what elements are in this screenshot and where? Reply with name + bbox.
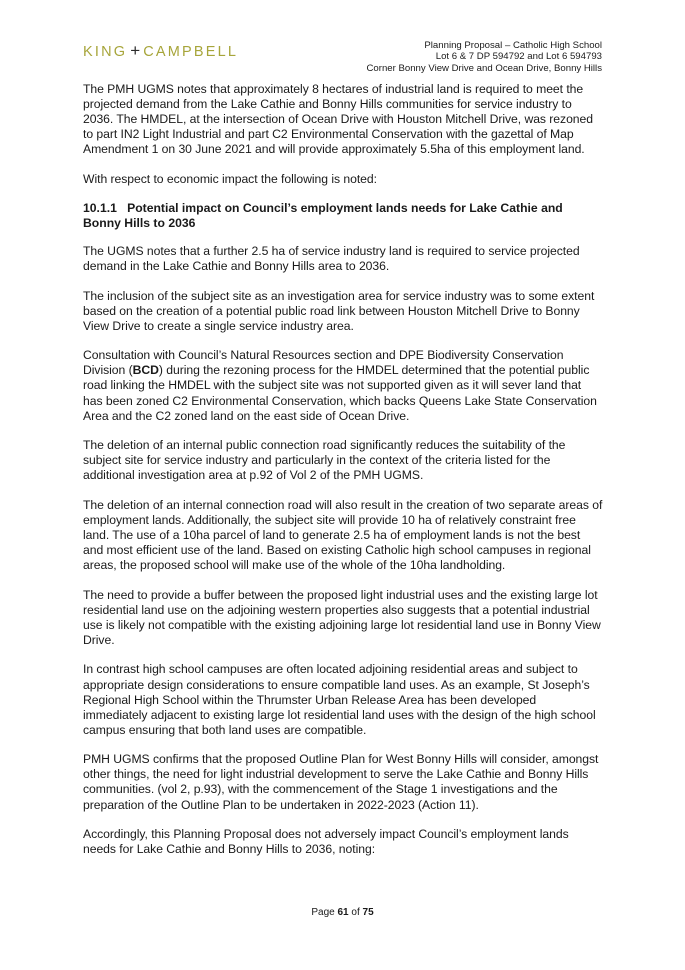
paragraph-5 <box>83 348 603 423</box>
footer-page-word: Page <box>311 907 335 918</box>
section-title: Potential impact on Council’s employment lands needs for Lake Cathie and Bonny Hills to 2036 <box>83 201 563 231</box>
paragraph-8: The need to provide a buffer between the proposed light industrial uses and the existing large lot residential land use on the adjoining western properties also suggests that a potential industrial use is likely not compatible with the existing adjoining large lot residential land use in Bonny View Drive. <box>83 587 601 647</box>
header-title-line: Planning Proposal – Catholic High School <box>424 40 602 51</box>
paragraph-2: With respect to economic impact the following is noted: <box>83 171 377 186</box>
section-heading <box>83 201 603 231</box>
logo-plus: + <box>130 41 141 60</box>
paragraph-11: Accordingly, this Planning Proposal does not adversely impact Council’s employment lands needs for Lake Cathie and Bonny Hills to 2036, noting: <box>83 827 569 857</box>
header-address-line: Corner Bonny View Drive and Ocean Drive, Bonny Hills <box>366 62 602 74</box>
paragraph-5-part-b: ) during the rezoning process for the HMDEL determined that the potential public road linking the HMDEL with the subject site was not supported given as it will sever land that has been zoned C2 Environmental Conservation, which backs Queens Lake State Conservation Area and the C2 zoned land on the east side of Ocean Drive. <box>83 363 597 423</box>
paragraph-4: The inclusion of the subject site as an investigation area for service industry was to some extent based on the creation of a potential public road link between Houston Mitchell Drive to Bonny View Drive to create a single service industry area. <box>83 288 595 333</box>
paragraph-10: PMH UGMS confirms that the proposed Outline Plan for West Bonny Hills will consider, amongst other things, the need for light industrial development to serve the Lake Cathie and Bonny Hills communities. (vol 2, p.93), with the commencement of the Stage 1 investigations and the preparation of the Outline Plan to be undertaken in 2022-2023 (Action 11). <box>83 752 599 812</box>
paragraph-7: The deletion of an internal connection road will also result in the creation of two separate areas of employment lands. Additionally, the subject site will provide 10 ha of relatively constraint free land. The use of a 10ha parcel of land to generate 2.5 ha of employment lands is not the best and most efficient use of the land. Based on existing Catholic high school campuses in regional areas, the proposed school will make use of the whole of the 10ha landholding. <box>83 497 603 573</box>
section-number: 10.1.1 <box>83 201 117 216</box>
paragraph-1: The PMH UGMS notes that approximately 8 hectares of industrial land is required to meet the projected demand from the Lake Cathie and Bonny Hills communities for service industry to 2036. The HMDEL, at the intersection of Ocean Drive with Houston Mitchell Drive, was rezoned to part IN2 Light Industrial and part C2 Environmental Conservation with the gazettal of Map Amendment 1 on 30 June 2021 and will provide approximately 5.5ha of this employment land. <box>83 82 593 157</box>
header-lot-line: Lot 6 & 7 DP 594792 and Lot 6 594793 <box>435 51 602 63</box>
paragraph-6: The deletion of an internal public connection road significantly reduces the suitability of the subject site for service industry and particularly in the context of the criteria listed for the additional investigation area at p.92 of Vol 2 of the PMH UGMS. <box>83 438 566 483</box>
footer-of-word: of <box>351 907 360 918</box>
page-body <box>83 82 603 872</box>
logo-word-campbell: CAMPBELL <box>143 44 239 60</box>
company-logo <box>83 41 238 61</box>
paragraph-5-part-a: Consultation with Council’s Natural Resources section and DPE Biodiversity Conservation Division ( <box>83 348 564 378</box>
bcd-abbreviation: BCD <box>132 363 159 378</box>
paragraph-9: In contrast high school campuses are often located adjoining residential areas and subject to appropriate design considerations to ensure compatible land uses. As an example, St Joseph’s Regional High School within the Thrumster Urban Release Area has been developed immediately adjacent to existing large lot residential land uses with the design of the high school campus ensuring that both land uses are compatible. <box>83 662 596 737</box>
footer-page-number: 61 <box>337 907 349 918</box>
paragraph-3: The UGMS notes that a further 2.5 ha of service industry land is required to service projected demand in the Lake Cathie and Bonny Hills area to 2036. <box>83 244 580 274</box>
logo-word-king: KING <box>83 44 128 60</box>
document-header-info <box>366 40 602 74</box>
footer-page-total: 75 <box>362 907 374 918</box>
page-footer <box>0 907 685 918</box>
